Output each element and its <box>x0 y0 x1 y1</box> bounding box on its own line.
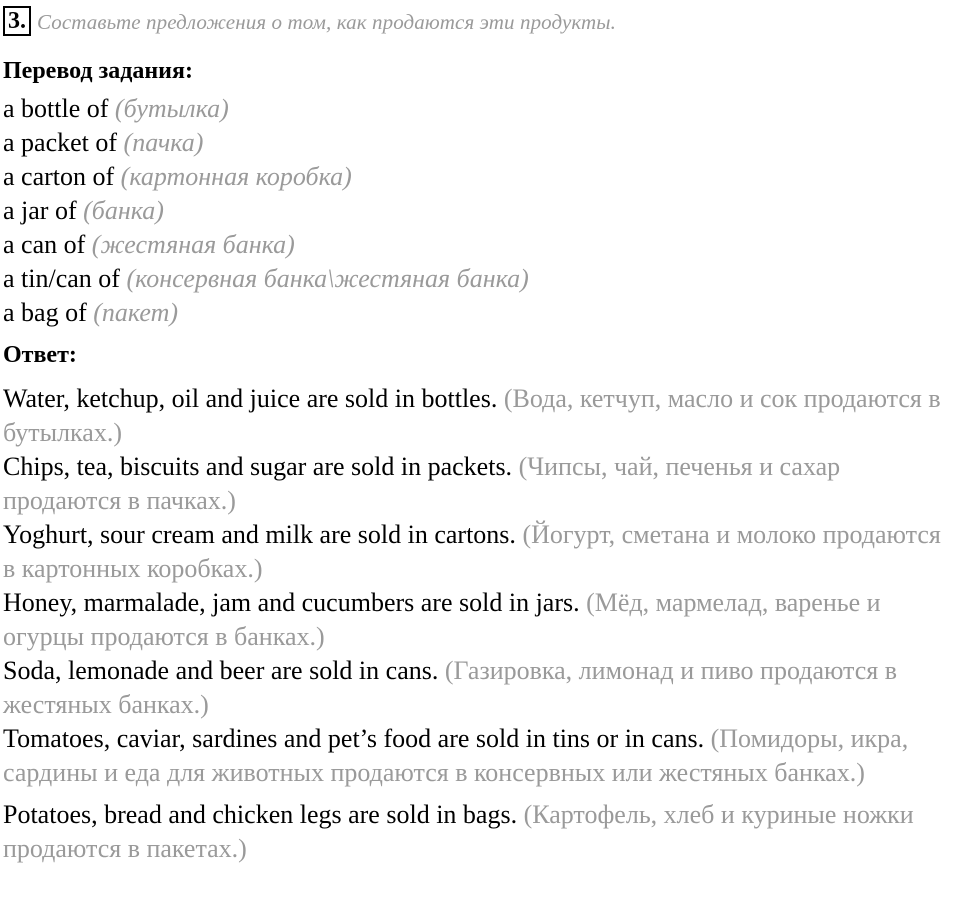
answer-en: Tomatoes, caviar, sardines and pet’s food are sold in tins or in cans. <box>3 724 705 753</box>
answer-item <box>3 382 954 450</box>
vocab-ru: (банка) <box>83 196 164 225</box>
answer-item <box>3 654 954 722</box>
answer-list <box>3 382 956 866</box>
vocab-item <box>3 296 956 330</box>
vocab-en: a jar of <box>3 196 77 225</box>
vocab-ru: (жестяная банка) <box>91 230 295 259</box>
answer-item <box>3 518 954 586</box>
vocab-ru: (картонная коробка) <box>120 162 352 191</box>
vocab-en: a bag of <box>3 298 87 327</box>
vocab-item <box>3 262 956 296</box>
answer-en: Yoghurt, sour cream and milk are sold in cartons. <box>3 520 516 549</box>
answer-ru: (Помидоры, икра, сардины и еда для животных продаются в консервных или жестяных банках.) <box>3 724 909 787</box>
answer-en: Water, ketchup, oil and juice are sold in bottles. <box>3 384 498 413</box>
vocab-en: a packet of <box>3 128 118 157</box>
vocab-ru: (пачка) <box>123 128 204 157</box>
vocab-en: a bottle of <box>3 94 109 123</box>
answer-item <box>3 450 954 518</box>
task-instruction: Составьте предложения о том, как продаются эти продукты. <box>37 9 616 34</box>
vocab-en: a tin/can of <box>3 264 120 293</box>
vocab-item <box>3 228 956 262</box>
translation-heading: Перевод задания: <box>3 58 193 84</box>
answer-item <box>3 798 954 866</box>
answer-ru: (Картофель, хлеб и куриные ножки продаются в пакетах.) <box>3 800 914 863</box>
answer-heading: Ответ: <box>3 342 77 368</box>
vocab-item <box>3 160 956 194</box>
task-header <box>3 4 956 40</box>
answer-ru: (Чипсы, чай, печенья и сахар продаются в пачках.) <box>3 452 841 515</box>
vocab-ru: (бутылка) <box>114 94 229 123</box>
answer-en: Soda, lemonade and beer are sold in cans. <box>3 656 439 685</box>
answer-item <box>3 586 954 654</box>
answer-ru: (Вода, кетчуп, масло и сок продаются в бутылках.) <box>3 384 941 447</box>
answer-ru: (Йогурт, сметана и молоко продаются в картонных коробках.) <box>3 520 941 583</box>
task-number: 3. <box>3 6 31 36</box>
vocab-item <box>3 194 956 228</box>
vocab-en: a carton of <box>3 162 115 191</box>
answer-item <box>3 722 954 790</box>
answer-en: Honey, marmalade, jam and cucumbers are sold in jars. <box>3 588 580 617</box>
vocab-ru: (пакет) <box>93 298 179 327</box>
vocab-item <box>3 126 956 160</box>
answer-ru: (Газировка, лимонад и пиво продаются в жестяных банках.) <box>3 656 898 719</box>
vocab-ru: (консервная банка\жестяная банка) <box>126 264 529 293</box>
answer-en: Chips, tea, biscuits and sugar are sold in packets. <box>3 452 513 481</box>
vocab-list <box>3 92 956 330</box>
answer-ru: (Мёд, мармелад, варенье и огурцы продаются в банках.) <box>3 588 881 651</box>
vocab-item <box>3 92 956 126</box>
answer-en: Potatoes, bread and chicken legs are sold in bags. <box>3 800 518 829</box>
vocab-en: a can of <box>3 230 86 259</box>
